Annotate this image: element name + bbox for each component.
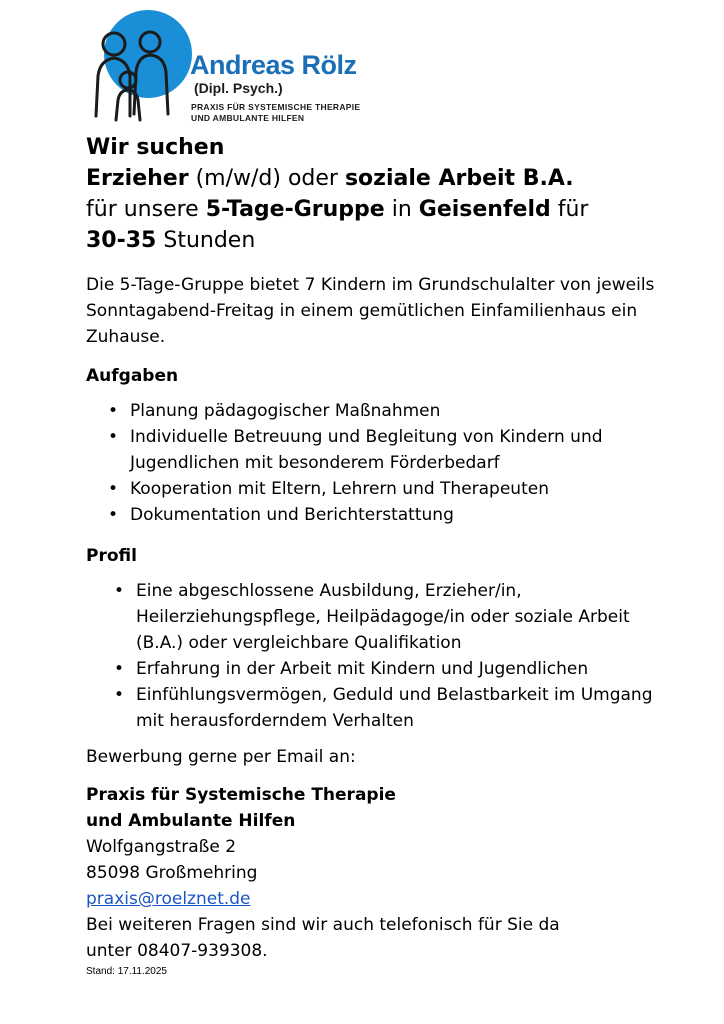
logo-name: Andreas Rölz	[190, 50, 357, 80]
apply-text: Bewerbung gerne per Email an:	[86, 747, 356, 767]
logo	[84, 6, 364, 126]
contact-block	[86, 782, 666, 964]
for-text: für unsere	[86, 197, 206, 222]
hours: 30-35	[86, 228, 157, 253]
in-text: in	[384, 197, 419, 222]
headline	[86, 132, 666, 256]
tasks-heading: Aufgaben	[86, 366, 179, 386]
logo-title: (Dipl. Psych.)	[194, 80, 283, 96]
list-item: • Dokumentation und Berichterstattung	[86, 502, 666, 528]
list-item: • Einfühlungsvermögen, Geduld und Belastbarkeit im Umgang mit herausforderndem Verhalten	[86, 682, 666, 734]
headline-intro: Wir suchen	[86, 135, 225, 160]
family-logo-icon	[84, 6, 194, 126]
intro-text: Die 5-Tage-Gruppe bietet 7 Kindern im Grundschulalter von jeweils Sonntagabend-Freitag in einem gemütlichen Einfamilienhaus ein Zuhause.	[86, 275, 655, 347]
org-name-2: und Ambulante Hilfen	[86, 811, 296, 831]
location: Geisenfeld	[418, 197, 551, 222]
tasks-list	[86, 398, 666, 528]
list-item: • Erfahrung in der Arbeit mit Kindern und Jugendlichen	[86, 656, 666, 682]
job-posting	[86, 132, 666, 964]
city: 85098 Großmehring	[86, 863, 258, 883]
stand-date: Stand: 17.11.2025	[86, 966, 167, 977]
phone-line-1: Bei weiteren Fragen sind wir auch telefonisch für Sie da	[86, 915, 560, 935]
hours-unit: Stunden	[156, 228, 256, 253]
email-link[interactable]: praxis@roelznet.de	[86, 889, 251, 909]
logo-subtitle-1: PRAXIS FÜR SYSTEMISCHE THERAPIE	[191, 102, 361, 112]
for-text-2: für	[550, 197, 589, 222]
phone-line-2: unter 08407-939308.	[86, 941, 268, 961]
logo-subtitle-2: UND AMBULANTE HILFEN	[191, 113, 305, 123]
gender-note: (m/w/d) oder	[188, 166, 345, 191]
profile-list	[86, 578, 666, 734]
role-educator: Erzieher	[86, 166, 189, 191]
list-item: • Planung pädagogischer Maßnahmen	[86, 398, 666, 424]
list-item: • Individuelle Betreuung und Begleitung von Kindern und Jugendlichen mit besonderem Förderbedarf	[86, 424, 666, 476]
list-item: • Kooperation mit Eltern, Lehrern und Therapeuten	[86, 476, 666, 502]
profile-heading: Profil	[86, 546, 137, 566]
org-name-1: Praxis für Systemische Therapie	[86, 785, 396, 805]
group-name: 5-Tage-Gruppe	[205, 197, 385, 222]
role-social-work: soziale Arbeit B.A.	[344, 166, 574, 191]
street: Wolfgangstraße 2	[86, 837, 237, 857]
list-item: • Eine abgeschlossene Ausbildung, Erzieher/in, Heilerziehungspflege, Heilpädagoge/in oder soziale Arbeit (B.A.) oder vergleichbare Qualifikation	[86, 578, 666, 656]
